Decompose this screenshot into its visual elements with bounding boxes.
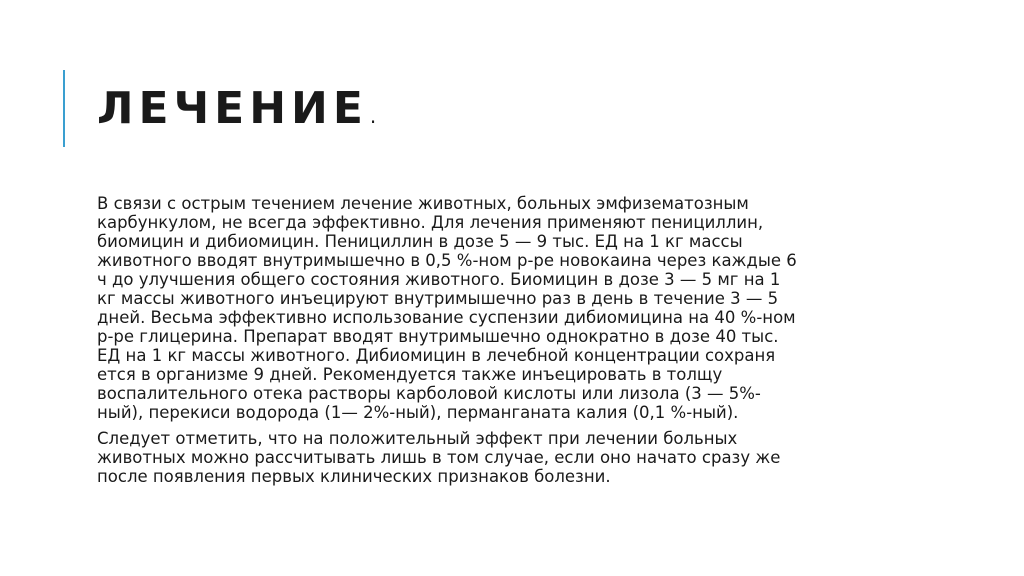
- paragraph-conclusion: [97, 429, 897, 486]
- text-line: Следует отметить, что на положительный эффект при лечении больных: [97, 429, 738, 448]
- text-line: биомицин и дибиомицин. Пенициллин в дозе 5 — 9 тыс. ЕД на 1 кг массы: [97, 232, 743, 251]
- text-line: дней. Весьма эффективно использование суспензии дибиомицина на 40 %-ном: [97, 308, 796, 327]
- slide-body: [97, 194, 897, 493]
- slide-title-period: .: [369, 104, 377, 128]
- text-line: ч до улучшения общего состояния животного. Биомицин в дозе 3 — 5 мг на 1: [97, 270, 781, 289]
- text-line: карбункулом, не всегда эффективно. Для лечения применяют пенициллин,: [97, 213, 764, 232]
- text-line: ЕД на 1 кг массы животного. Дибиомицин в лечебной концентрации сохраня: [97, 346, 776, 365]
- text-line: В связи с острым течением лечение животных, больных эмфизематозным: [97, 194, 749, 213]
- text-line: кг массы животного инъецируют внутримышечно раз в день в течение 3 — 5: [97, 289, 779, 308]
- text-line: ный), перекиси водорода (1— 2%-ный), перманганата калия (0,1 %-ный).: [97, 403, 739, 422]
- paragraph-treatment: [97, 194, 897, 422]
- slide-title: [97, 78, 376, 147]
- text-line: р-ре глицерина. Препарат вводят внутримышечно однократно в дозе 40 тыс.: [97, 327, 779, 346]
- title-accent-bar: [63, 70, 65, 147]
- text-line: воспалительного отека растворы карболовой кислоты или лизола (3 — 5%-: [97, 384, 761, 403]
- text-line: ется в организме 9 дней. Рекомендуется также инъецировать в толщу: [97, 365, 723, 384]
- slide-title-text: ЛЕЧЕНИЕ: [97, 83, 368, 134]
- text-line: после появления первых клинических признаков болезни.: [97, 467, 611, 486]
- text-line: животных можно рассчитывать лишь в том случае, если оно начато сразу же: [97, 448, 781, 467]
- text-line: животного вводят внутримышечно в 0,5 %-ном р-ре новокаина через каждые 6: [97, 251, 797, 270]
